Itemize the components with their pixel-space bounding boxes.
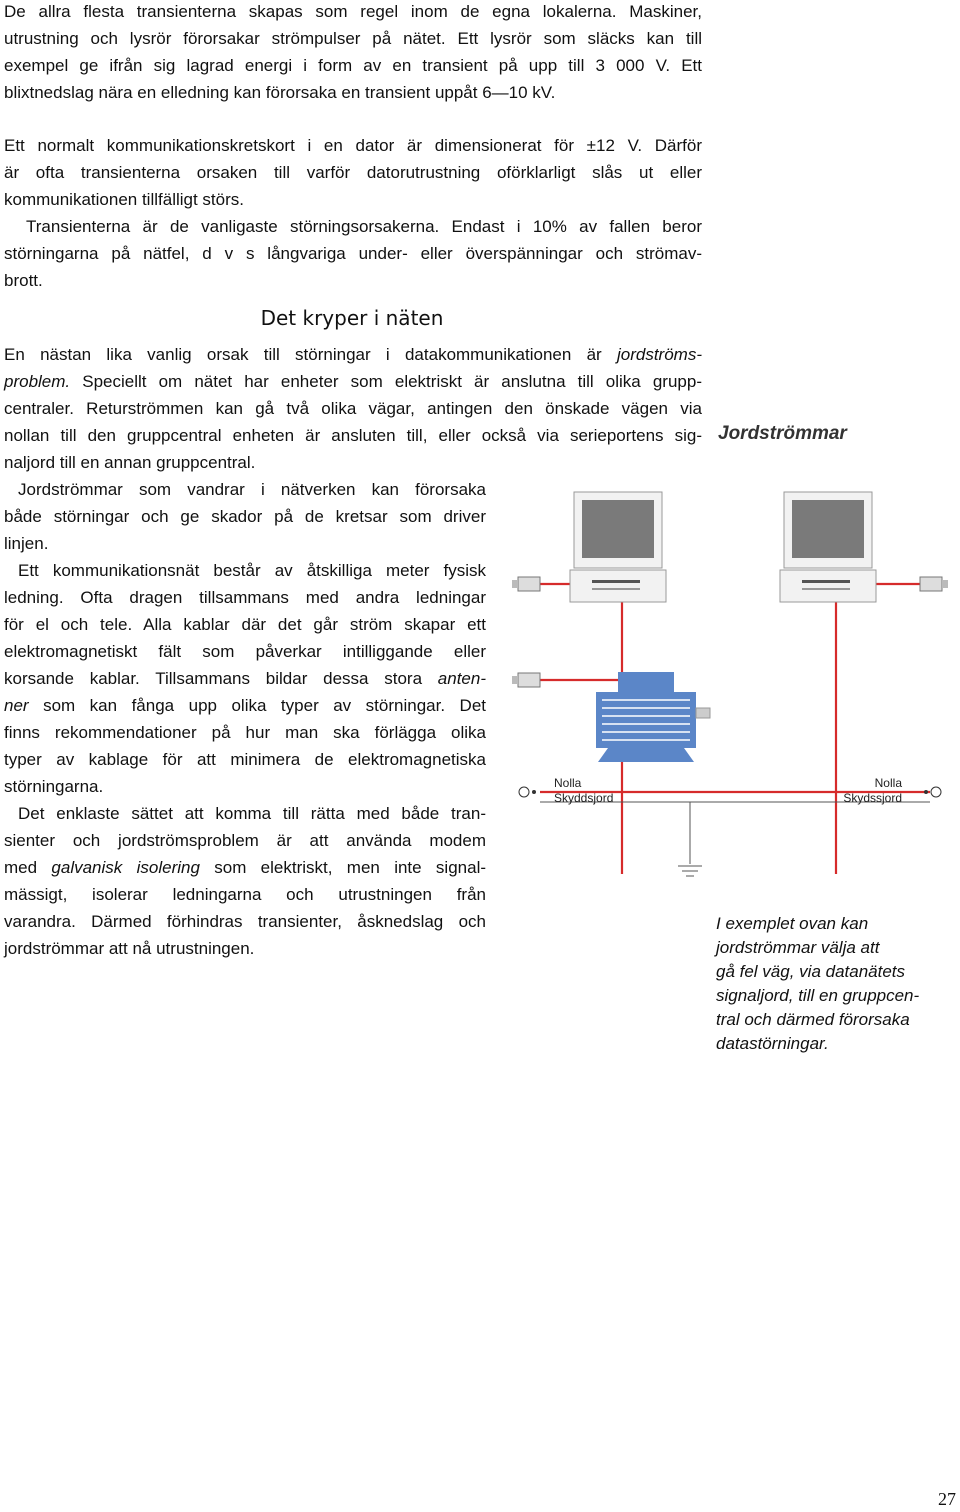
text-line: ledning. Ofta dragen tillsammans med andra ledningar bbox=[4, 588, 486, 607]
right-label-neutral: Nolla bbox=[874, 776, 902, 790]
text-line: jordströmmar att nå utrustningen. bbox=[4, 939, 255, 958]
transient-cause-paragraph bbox=[4, 213, 702, 294]
plug-icon bbox=[512, 577, 540, 591]
text-line: ner som kan fånga upp olika typer av störningar. Det bbox=[4, 696, 486, 715]
plug-icon bbox=[924, 787, 941, 797]
ground-current-diagram bbox=[510, 486, 950, 896]
intro-paragraph bbox=[4, 0, 702, 106]
computer-icon bbox=[780, 492, 876, 602]
computer-icon bbox=[570, 492, 666, 602]
diagram-caption bbox=[716, 912, 946, 1056]
text-line: är ofta transienterna orsaken till varför datorutrustning oförklarligt slås ut eller bbox=[4, 163, 702, 182]
solution-paragraph bbox=[4, 800, 486, 962]
caption-line: gå fel väg, via datanätets bbox=[716, 962, 906, 981]
page-number: 27 bbox=[938, 1489, 956, 1509]
text-line: nollan till den gruppcentral enheten är ansluten till, eller också via serieportens sig- bbox=[4, 426, 702, 445]
left-label-neutral: Nolla bbox=[554, 776, 582, 790]
text-line: utrustning och lysrör förorsakar strömpulser på nätet. Ett lysrör som släcks kan till bbox=[4, 29, 702, 48]
text-line: De allra flesta transienterna skapas som regel inom de egna lokalerna. Maskiner, bbox=[4, 2, 702, 21]
text-line: centraler. Returströmmen kan gå två olika vägar, antingen den önskade vägen via bbox=[4, 399, 702, 418]
text-line: brott. bbox=[4, 271, 43, 290]
text-line: naljord till en annan gruppcentral. bbox=[4, 453, 256, 472]
caption-line: jordströmmar välja att bbox=[716, 938, 880, 957]
text-line: linjen. bbox=[4, 534, 49, 553]
text-line: exempel ge ifrån sig lagrad energi i form av en transient på upp till 3 000 V. Ett bbox=[4, 56, 702, 75]
text-line: En nästan lika vanlig orsak till störningar i datakommunikationen är jordströms- bbox=[4, 345, 702, 364]
text-line: för el och tele. Alla kablar där det går ström skapar ett bbox=[4, 615, 486, 634]
text-line: Ett kommunikationsnät består av åtskilliga meter fysisk bbox=[18, 561, 486, 580]
ground-current-paragraph bbox=[4, 341, 702, 476]
text-line: sienter och jordströmsproblem är att använda modem bbox=[4, 831, 486, 850]
text-line: kommunikationen tillfälligt störs. bbox=[4, 190, 244, 209]
neutral-wire bbox=[540, 802, 930, 864]
text-line: med galvanisk isolering som elektriskt, men inte signal- bbox=[4, 858, 487, 877]
side-heading: Jordströmmar bbox=[718, 423, 847, 444]
right-label-ground: Skydssjord bbox=[843, 791, 902, 805]
text-line: Transienterna är de vanligaste störningsorsakerna. Endast i 10% av fallen beror bbox=[26, 217, 702, 236]
text-line: korsande kablar. Tillsammans bildar dessa stora anten- bbox=[4, 669, 486, 688]
motor-icon bbox=[596, 672, 710, 762]
plug-icon bbox=[519, 787, 536, 797]
text-line: störningarna. bbox=[4, 777, 104, 796]
plug-icon bbox=[512, 673, 540, 687]
text-line: Ett normalt kommunikationskretskort i en dator är dimensionerat för ±12 V. Därför bbox=[4, 136, 702, 155]
text-line: Jordströmmar som vandrar i nätverken kan förorsaka bbox=[18, 480, 486, 499]
text-line: finns rekommendationer på hur man ska förlägga olika bbox=[4, 723, 486, 742]
text-line: störningarna på nätfel, d v s långvariga under- eller överspänningar och strömav- bbox=[4, 244, 702, 263]
caption-line: datastörningar. bbox=[716, 1034, 829, 1053]
network-current-paragraph bbox=[4, 476, 486, 557]
ground-symbol bbox=[678, 866, 702, 876]
text-line: blixtnedslag nära en elledning kan förorsaka en transient uppåt 6—10 kV. bbox=[4, 83, 556, 102]
plug-icon bbox=[920, 577, 948, 591]
caption-line: signaljord, till en gruppcen- bbox=[716, 986, 920, 1005]
text-line: mässigt, isolerar ledningarna och utrustningen från bbox=[4, 885, 486, 904]
text-line: typer av kablage för att minimera de elektromagnetiska bbox=[4, 750, 486, 769]
text-line: elektromagnetiskt fält som påverkar intilliggande eller bbox=[4, 642, 486, 661]
section-heading: Det kryper i näten bbox=[260, 306, 444, 330]
text-line: varandra. Därmed förhindras transienter, åsknedslag och bbox=[4, 912, 486, 931]
caption-line: tral och därmed förorsaka bbox=[716, 1010, 910, 1029]
cabling-paragraph bbox=[4, 557, 486, 800]
left-label-ground: Skyddsjord bbox=[554, 791, 614, 805]
text-line: både störningar och ge skador på de kretsar som driver bbox=[4, 507, 486, 526]
voltage-paragraph bbox=[4, 132, 702, 213]
text-line: Det enklaste sättet att komma till rätta med både tran- bbox=[18, 804, 486, 823]
text-line: problem. Speciellt om nätet har enheter som elektriskt är anslutna till olika grupp- bbox=[4, 372, 702, 391]
caption-line: I exemplet ovan kan bbox=[716, 914, 869, 933]
